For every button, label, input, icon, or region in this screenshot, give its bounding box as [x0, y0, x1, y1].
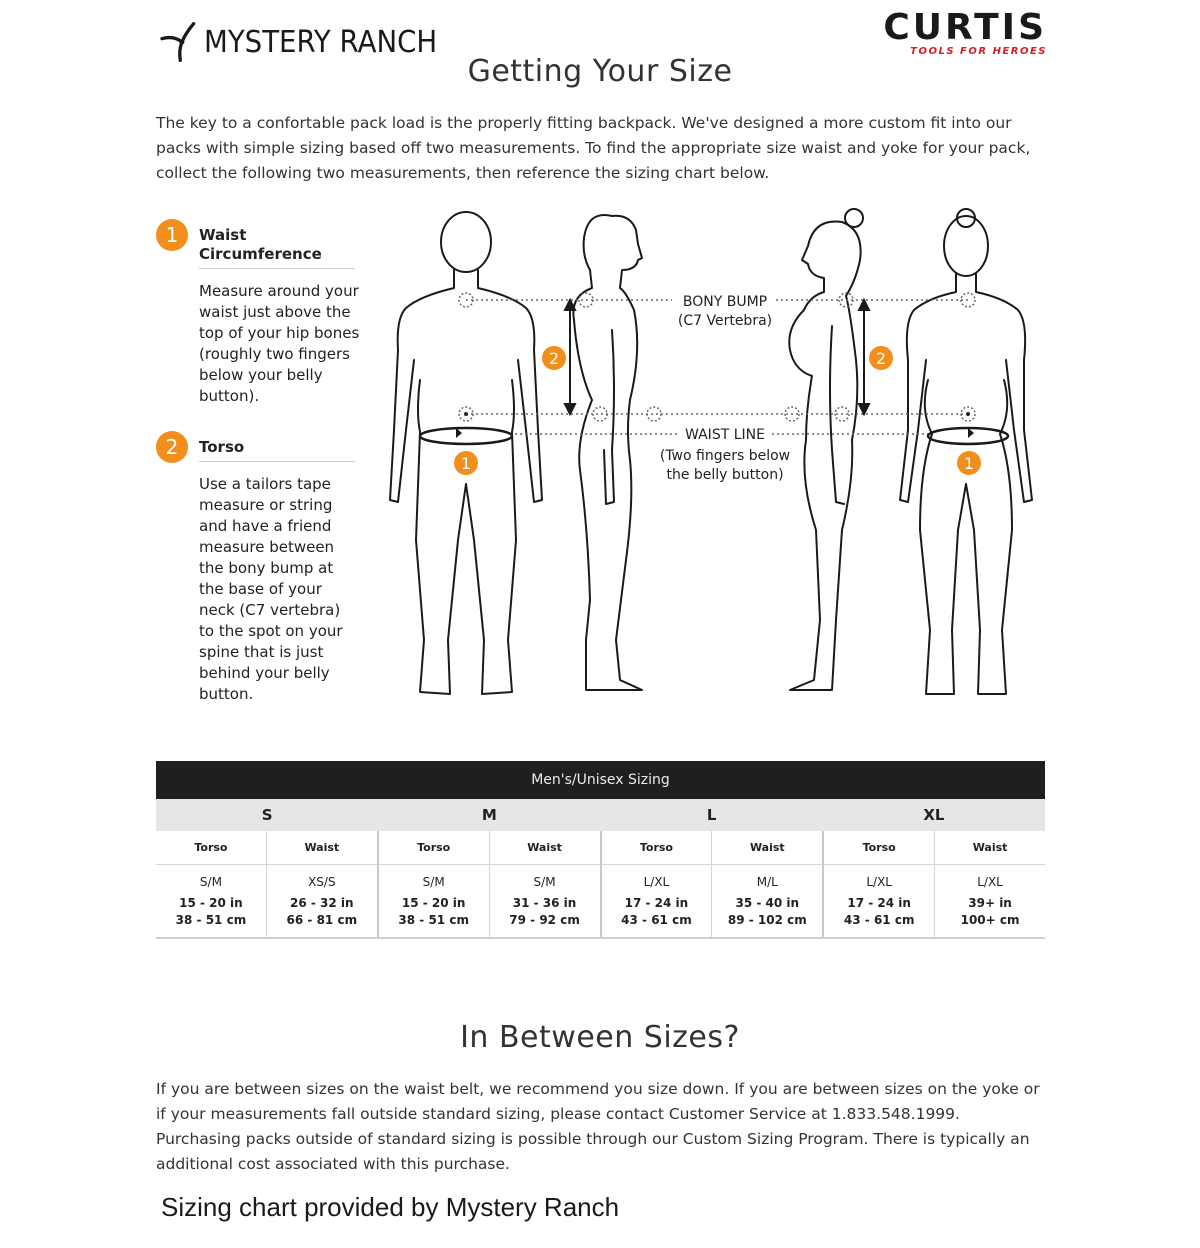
- size-label-l: L: [706, 806, 717, 824]
- column-header: Waist: [267, 831, 377, 865]
- sizing-credit: Sizing chart provided by Mystery Ranch: [161, 1192, 620, 1222]
- cell-inches: 31 - 36 in: [512, 896, 577, 910]
- cell-cm: 66 - 81 cm: [286, 913, 358, 927]
- column-header: Waist: [712, 831, 822, 865]
- sizing-table-title: Men's/Unisex Sizing: [156, 761, 1045, 799]
- cell-size: M/L: [756, 875, 778, 889]
- man-side-figure: [573, 215, 642, 690]
- step-2-description: Use a tailors tape measure or string and have a friend measure between the bony bump at the base of your neck (C7 vertebra) to the spot on your spine that is just behind your belly button.: [199, 475, 343, 703]
- mystery-ranch-wordmark: MYSTERY RANCH: [203, 24, 437, 60]
- table-column: [935, 831, 1045, 937]
- column-header: Torso: [602, 831, 712, 865]
- between-sizes-title: In Between Sizes?: [460, 1020, 740, 1055]
- table-column: [490, 831, 602, 937]
- cell-size: S/M: [422, 875, 445, 889]
- cell-inches: 26 - 32 in: [290, 896, 354, 910]
- cell-size: S/M: [199, 875, 222, 889]
- bony-bump-label: BONY BUMP: [682, 294, 768, 310]
- cell-cm: 38 - 51 cm: [175, 913, 247, 927]
- page-title: Getting Your Size: [467, 54, 733, 89]
- between-sizes-paragraph: If you are between sizes on the waist belt, we recommend you size down. If you are between sizes on the yoke or if your measurements fall outside standard sizing, please contact Customer Service at 1.833.548.1999. Purchasing packs outside of standard sizing is possible through our Custom Sizing Program. There is typically an additional cost associated with this purchase.: [156, 1080, 1040, 1173]
- column-header: Waist: [490, 831, 600, 865]
- waist-line-sub-label-2: the belly button): [666, 467, 784, 483]
- cell-size: S/M: [533, 875, 556, 889]
- cell-cm: 89 - 102 cm: [727, 913, 807, 927]
- column-header: Torso: [156, 831, 266, 865]
- cell-inches: 17 - 24 in: [847, 896, 911, 910]
- table-column: [156, 831, 267, 937]
- cell-cm: 38 - 51 cm: [398, 913, 469, 927]
- step-2-title: Torso: [199, 438, 245, 456]
- step-1-title: Waist Circumference: [199, 226, 322, 263]
- table-column: [267, 831, 379, 937]
- step-1-description: Measure around your waist just above the top of your hip bones (roughly two fingers below your belly button).: [199, 282, 360, 405]
- cell-cm: 79 - 92 cm: [509, 913, 580, 927]
- svg-text:1: 1: [460, 454, 472, 473]
- column-header: Torso: [824, 831, 934, 865]
- step-2-divider: [199, 461, 355, 462]
- curtis-tagline: TOOLS FOR HEROES: [910, 46, 1047, 57]
- table-column: [824, 831, 935, 937]
- waist-loop-man: [420, 428, 512, 444]
- sizing-columns: [156, 831, 1045, 937]
- sizing-size-row: [156, 799, 1045, 831]
- column-header: Torso: [379, 831, 489, 865]
- cell-cm: 100+ cm: [960, 913, 1020, 927]
- cell-inches: 39+ in: [968, 896, 1012, 910]
- step-2-badge: 2: [156, 431, 188, 463]
- cell-inches: 35 - 40 in: [735, 896, 800, 910]
- table-column: [602, 831, 713, 937]
- cell-size: L/XL: [866, 875, 892, 889]
- size-label-m: M: [481, 806, 497, 824]
- cell-size: XS/S: [308, 875, 336, 889]
- curtis-wordmark: CURTIS: [883, 7, 1047, 48]
- torso-marker-left: [542, 346, 566, 370]
- bony-bump-sub-label: (C7 Vertebra): [677, 313, 773, 329]
- column-header: Waist: [935, 831, 1045, 865]
- step-1-divider: [199, 268, 355, 269]
- torso-marker-right: [869, 346, 893, 370]
- svg-text:2: 2: [548, 349, 560, 368]
- cell-inches: 15 - 20 in: [401, 896, 466, 910]
- curtis-logo: [862, 7, 1047, 60]
- table-column: [712, 831, 824, 937]
- size-label-xl: XL: [923, 806, 945, 824]
- cell-size: L/XL: [643, 875, 670, 889]
- svg-text:1: 1: [963, 454, 975, 473]
- woman-side-figure: [789, 209, 863, 690]
- svg-text:2: 2: [875, 349, 887, 368]
- waist-line-label: WAIST LINE: [685, 427, 765, 443]
- waist-line-sub-label-1: (Two fingers below: [659, 448, 791, 464]
- waist-marker-right: [957, 451, 981, 475]
- step-1-badge: 1: [156, 219, 188, 251]
- sizing-table: [156, 761, 1045, 939]
- table-column: [379, 831, 490, 937]
- cell-inches: 17 - 24 in: [624, 896, 689, 910]
- cell-cm: 43 - 61 cm: [843, 913, 915, 927]
- size-label-s: S: [261, 806, 273, 824]
- cell-size: L/XL: [977, 875, 1003, 889]
- intro-paragraph: The key to a confortable pack load is the properly fitting backpack. We've designed a more custom fit into our packs with simple sizing based off two measurements. To find the appropriate size waist and yoke for your pack, collect the following two measurements, then reference the sizing chart below.: [156, 114, 1031, 182]
- cell-inches: 15 - 20 in: [179, 896, 243, 910]
- waist-marker-left: [454, 451, 478, 475]
- cell-cm: 43 - 61 cm: [621, 913, 692, 927]
- body-measurement-diagram: [380, 200, 1050, 720]
